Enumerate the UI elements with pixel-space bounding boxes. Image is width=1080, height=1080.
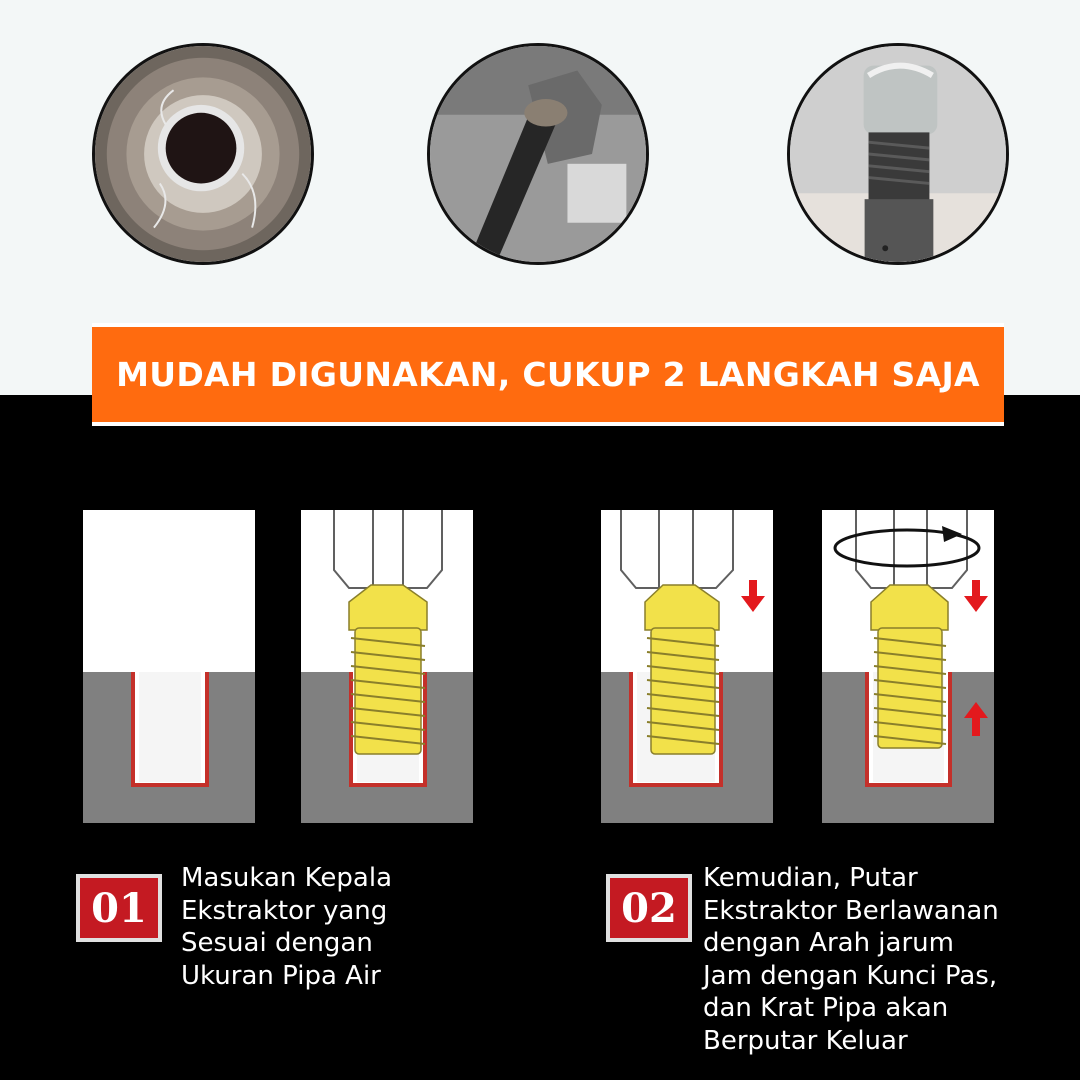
step-number: 01 xyxy=(91,884,147,932)
diagram-panel-push-down xyxy=(601,510,773,823)
step-text-line: dan Krat Pipa akan xyxy=(703,993,949,1024)
step-text-line: Ekstraktor Berlawanan xyxy=(703,895,999,926)
step-badge-01 xyxy=(76,874,162,942)
step-description-02 xyxy=(703,862,999,1058)
step-badge-02 xyxy=(606,874,692,942)
extractor-in-pipe-photo xyxy=(427,43,649,265)
step-description-01 xyxy=(181,862,392,992)
broken-pipe-photo xyxy=(92,43,314,265)
step-text-line: Berputar Keluar xyxy=(703,1025,908,1056)
step-text-line: Masukan Kepala xyxy=(181,863,393,893)
diagram-panel-insert-extractor xyxy=(301,510,473,823)
extracted-fitting-photo xyxy=(787,43,1009,265)
step-text-line: Ekstraktor yang xyxy=(181,895,388,926)
step-text-line: Kemudian, Putar xyxy=(703,863,918,893)
headline-banner xyxy=(92,323,1004,426)
diagram-panel-rotate-out xyxy=(822,510,994,823)
step-number: 02 xyxy=(621,884,677,932)
step-text-line: Sesuai dengan xyxy=(181,928,373,959)
step-text-line: dengan Arah jarum xyxy=(703,928,954,959)
step-text-line: Jam dengan Kunci Pas, xyxy=(703,960,998,991)
diagram-panel-empty-hole xyxy=(83,510,255,823)
banner-title: MUDAH DIGUNAKAN, CUKUP 2 LANGKAH SAJA xyxy=(116,355,980,394)
step-text-line: Ukuran Pipa Air xyxy=(181,960,381,991)
